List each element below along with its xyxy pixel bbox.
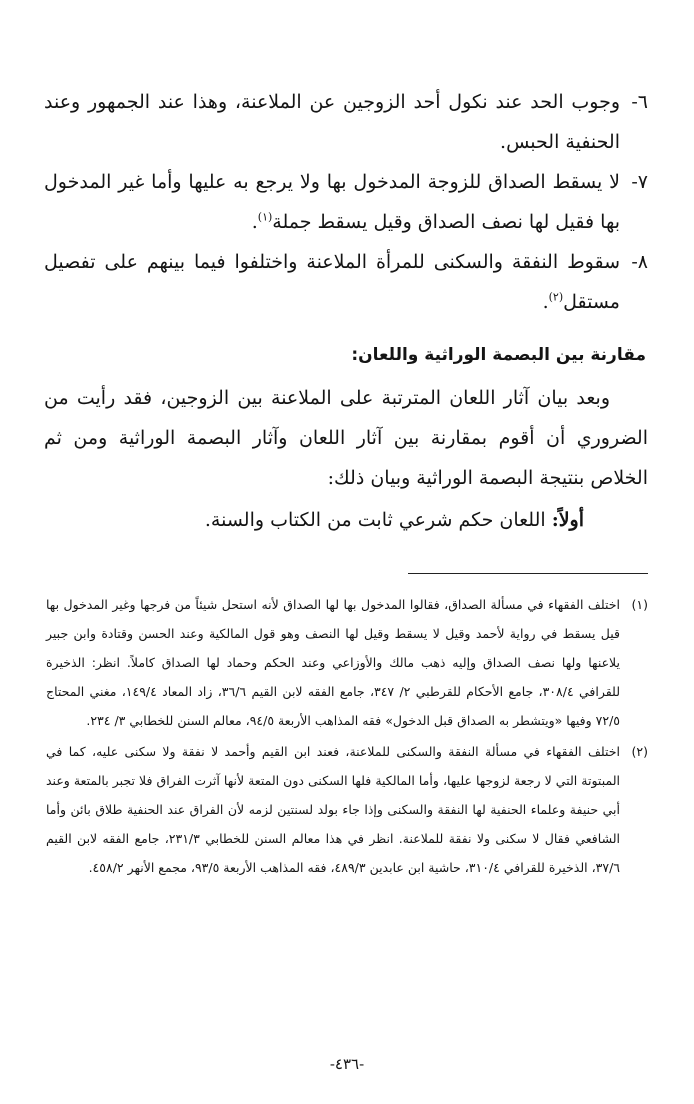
list-item: [44, 242, 648, 322]
point-text: اللعان حكم شرعي ثابت من الكتاب والسنة.: [204, 509, 546, 531]
footnote: [46, 737, 648, 882]
list-item: [44, 82, 648, 162]
footnotes: [46, 590, 648, 884]
body-paragraph: وبعد بيان آثار اللعان المترتبة على الملاعنة بين الزوجين، فقد رأيت من الضروري أن أقوم بمقارنة بين آثار اللعان وآثار البصمة الوراثية ومن ثم الخلاص بنتيجة البصمة الوراثية وبيان ذلك:: [44, 387, 648, 489]
footnote-ref[interactable]: (١): [257, 210, 273, 224]
item-text: سقوط النفقة والسكنى للمرأة الملاعنة واختلفوا فيما بينهم على تفصيل مستقل$^{(٢)}$.: [44, 251, 620, 313]
main-text: [44, 82, 648, 540]
list-item: [44, 162, 648, 242]
footnote-separator: [408, 573, 648, 574]
footnote-text: اختلف الفقهاء في مسألة النفقة والسكنى للملاعنة، فعند ابن القيم وأحمد لا نفقة ولا سكنى عليه، كما في المبتوتة التي لا رجعة لزوجها عليها، وأما المالكية فلها السكنى دون المتعة لأنها آثرت الفراق فلا تجبر بالمتعة وعند أبي حنيفة وعلماء الحنفية لها النفقة والسكنى وإذا جاء بولد لسنتين لزمه لأن الفراق عند الحنفية طلاق بائن وأما الشافعي فقال لا سكنى ولا نفقة للملاعنة. انظر في هذا معالم السنن للخطابي ٢٣١/٣، جامع الفقه لابن القيم ٣٧/٦، الذخيرة للقرافي ٣١٠/٤، حاشية ابن عابدين ٤٨٩/٣، فقه المذاهب الأربعة ٩٣/٥، مجمع الأنهر ٤٥٨/٢.: [46, 744, 620, 875]
footnote-ref[interactable]: (٢): [548, 290, 564, 304]
item-text: لا يسقط الصداق للزوجة المدخول بها ولا يرجع به عليها وأما غير المدخول بها فقيل لها نصف الصداق وقيل يسقط جملة$^{(١)}$.: [44, 171, 620, 233]
item-number: ٦-: [631, 91, 648, 113]
item-number: ٨-: [631, 251, 648, 273]
item-number: ٧-: [631, 171, 648, 193]
first-point: [44, 500, 648, 540]
point-label: أولاً:: [551, 509, 584, 531]
footnote-number: (١): [631, 597, 648, 612]
footnote-number: (٢): [631, 744, 648, 759]
page-number: -٤٣٦-: [329, 1055, 365, 1073]
footnote-text: اختلف الفقهاء في مسألة الصداق، فقالوا المدخول بها لها الصداق لأنه استحل شيئاً من فرجها وغير المدخول بها قيل يسقط في رواية لأحمد وقيل لا يسقط وقيل لها النصف وهو قول المالكية وعند الحسن وقتادة وابن جبير يلاعنها ولها نصف الصداق وإليه ذهب مالك والأوزاعي وعند الحكم وحماد لها الصداق كاملاً. انظر: الذخيرة للقرافي ٣٠٨/٤، جامع الأحكام للقرطبي ٢/ ٣٤٧، جامع الفقه لابن القيم ٣٦/٦، زاد المعاد ١٤٩/٤، مغني المحتاج ٧٢/٥ وفيها «ويتشطر به الصداق قبل الدخول» فقه المذاهب الأربعة ٩٤/٥، معالم السنن للخطابي ٣/ ٢٣٤.: [46, 597, 621, 728]
item-text: وجوب الحد عند نكول أحد الزوجين عن الملاعنة، وهذا عند الجمهور وعند الحنفية الحبس.: [44, 91, 620, 153]
section-heading: مقارنة بين البصمة الوراثية واللعان:: [351, 345, 646, 365]
footnote: [46, 590, 648, 735]
